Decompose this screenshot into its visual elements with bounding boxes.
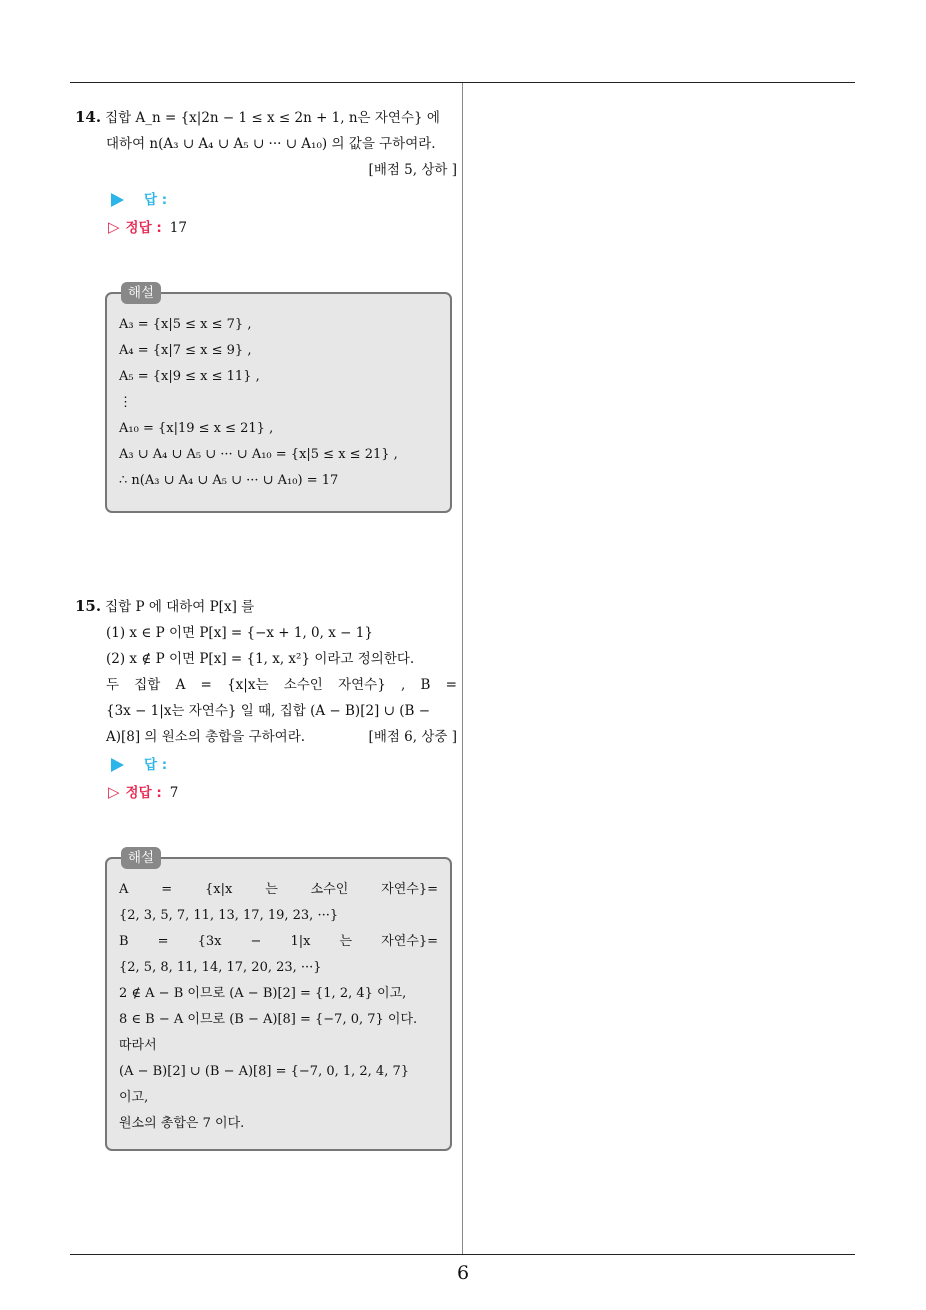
solution-line: A₃ = {x|5 ≤ x ≤ 7} , xyxy=(119,317,252,332)
problem-text: 대하여 n(A₃ ∪ A₄ ∪ A₅ ∪ ··· ∪ A₁₀) 의 값을 구하여라. xyxy=(106,136,436,152)
correct-answer-row xyxy=(108,780,178,804)
solution-line: A₁₀ = {x|19 ≤ x ≤ 21} , xyxy=(119,421,274,436)
correct-answer-row xyxy=(108,215,187,239)
problem-text: A)[8] 의 원소의 총합을 구하여라. xyxy=(106,729,306,745)
problem-14 xyxy=(75,104,457,183)
solution-line: (A − B)[2] ∪ (B − A)[8] = {−7, 0, 1, 2, 4, 7} xyxy=(119,1064,410,1079)
solution-tag: 해설 xyxy=(121,282,161,304)
solution-line: ∴ n(A₃ ∪ A₄ ∪ A₅ ∪ ··· ∪ A₁₀) = 17 xyxy=(119,473,339,488)
solution-line: ⋮ xyxy=(119,395,132,410)
problem-number: 14. xyxy=(75,108,102,126)
correct-answer-label: 정답 : xyxy=(125,220,162,236)
problem-text: {3x − 1|x는 자연수} 일 때, 집합 (A − B)[2] ∪ (B − xyxy=(106,703,431,719)
solution-line: A₅ = {x|9 ≤ x ≤ 11} , xyxy=(119,369,260,384)
problem-text: 두 집합 A = {x|x는 소수인 자연수} , B = xyxy=(106,677,457,693)
answer-row xyxy=(108,753,167,777)
problem-text: (1) x ∈ P 이면 P[x] = {−x + 1, 0, x − 1} xyxy=(106,625,373,641)
problem-15 xyxy=(75,593,457,750)
solution-line: 2 ∉ A − B 이므로 (A − B)[2] = {1, 2, 4} 이고, xyxy=(119,986,407,1001)
page-number: 6 xyxy=(456,1262,470,1284)
column-divider xyxy=(462,83,463,1255)
solution-tag: 해설 xyxy=(121,847,161,869)
triangle-outline-icon: ▷ xyxy=(108,783,120,801)
solution-line: {2, 5, 8, 11, 14, 17, 20, 23, ···} xyxy=(119,960,322,975)
solution-line: {2, 3, 5, 7, 11, 13, 17, 19, 23, ···} xyxy=(119,908,339,923)
solution-line: A₃ ∪ A₄ ∪ A₅ ∪ ··· ∪ A₁₀ = {x|5 ≤ x ≤ 21} , xyxy=(119,447,398,462)
solution-line: 따라서 xyxy=(119,1038,157,1053)
solution-line: 8 ∈ B − A 이므로 (B − A)[8] = {−7, 0, 7} 이다. xyxy=(119,1012,418,1027)
play-icon xyxy=(111,758,124,772)
correct-answer-label: 정답 : xyxy=(125,785,162,801)
play-icon xyxy=(111,193,124,207)
answer-label: 답 : xyxy=(144,192,168,208)
solution-box xyxy=(105,850,452,1151)
triangle-outline-icon: ▷ xyxy=(108,218,120,236)
problem-number: 15. xyxy=(75,597,102,615)
solution-line: 이고, xyxy=(119,1090,149,1105)
solution-line: B = {3x − 1|x 는 자연수}= xyxy=(119,934,438,949)
solution-line: A = {x|x 는 소수인 자연수}= xyxy=(119,882,438,897)
solution-line: A₄ = {x|7 ≤ x ≤ 9} , xyxy=(119,343,252,358)
solution-line: 원소의 총합은 7 이다. xyxy=(119,1116,245,1131)
answer-label: 답 : xyxy=(144,757,168,773)
solution-box xyxy=(105,285,452,513)
answer-row xyxy=(108,188,167,212)
correct-answer-value: 7 xyxy=(169,785,179,801)
problem-meta: [배점 6, 상중 ] xyxy=(368,729,457,745)
problem-text: 집합 P 에 대하여 P[x] 를 xyxy=(105,599,255,615)
footer-rule xyxy=(70,1254,855,1255)
correct-answer-value: 17 xyxy=(169,220,187,236)
problem-text: (2) x ∉ P 이면 P[x] = {1, x, x²} 이라고 정의한다. xyxy=(106,651,415,667)
problem-meta: [배점 5, 상하 ] xyxy=(368,162,457,178)
problem-text: 집합 A_n = {x|2n − 1 ≤ x ≤ 2n + 1, n은 자연수} 에 xyxy=(105,110,440,126)
